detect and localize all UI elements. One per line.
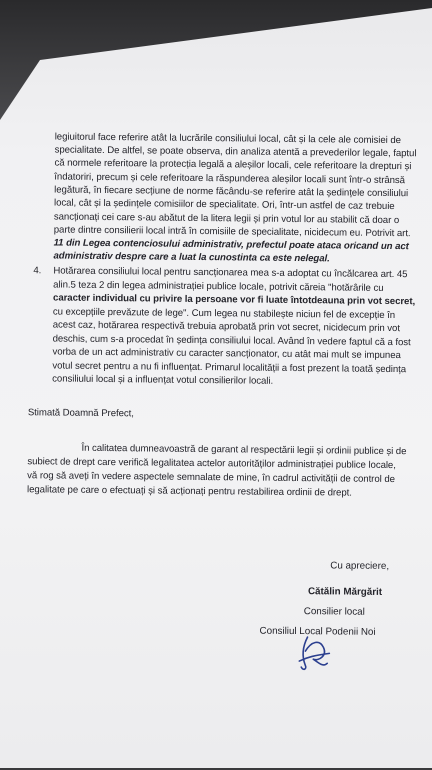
text-line: vă rog să aveți în vedere aspectele semnalate de mine, în cadrul activității de control de [27,470,395,486]
text-line: îndatoriri, precum și cele referitoare la răspunderea aleșilor locali sunt într-o strânsă [54,171,406,187]
handwritten-signature-icon [293,631,333,675]
text-line: specialitate. De altfel, se poate observa, din analiza atentă a prevederilor legale, faptul [54,144,417,160]
text-line: legătură, în fiecare secțiune de norme făcându-se referire atât la ședințele consiliului [54,184,409,200]
text-line-bold: administrativ despre care a luat la cunostinta ca este nelegal. [53,250,330,265]
text-line: vorba de un act administrativ cu caracter sancționator, cu atât mai mult se impunea [52,346,401,362]
text-line: acest caz, hotărarea respectivă trebuia aprobată prin vot secret, nicidecum prin vot [52,319,401,335]
text-line: cu excepțiile prevăzute de lege". Cum legea nu stabilește niciun fel de excepție în [52,306,396,322]
text-line: consiliului local și a influențat votul consilierilor locali. [52,373,274,387]
signer-org: Consiliul Local Podenii Noi [259,625,376,638]
signer-name: Cătălin Mărgărit [307,586,383,598]
text-line: legiuitorul face referire atât la lucrările consiliului local, cât și la cele ale comisiei de [54,131,402,147]
text-line: subiect de drept care verifică legalitatea actelor autorităților administrației publice locale, [27,456,396,472]
text-line: În calitatea dumneavoastră de garant al respectării legii și ordinii publice și de [81,442,407,458]
regards: Cu apreciere, [330,560,390,572]
text-line: local, cât și la ședințele comisiilor de specialitate. Ori, într-un astfel de caz trebuie [53,197,395,213]
text-line: alin.5 teza 2 din legea administrației publice locale, potrivit căreia "hotărârile cu [53,279,384,294]
list-number: 4. [33,265,42,277]
text-line: legalitate pe care o efectuați și să acționați pentru restabilirea ordinii de drept. [26,484,352,499]
text-line-bold: caracter individual cu privire la persoane vor fi luate întotdeauna prin vot secret, [53,292,416,308]
text-line: deschis, cum s-a procedat în ședința consiliului local. Având în vedere faptul că a fost [52,333,411,349]
text-line: votul secret pentru a nu fi influențat. Primarul localității a fost prezent la toată ședința [52,360,407,376]
text-line: sancționați cei care s-au abătut de la litera legii și prin votul lor au stabilit că doar o [53,211,400,227]
text-line-bold: 11 din Legea contenciosului administrativ, prefectul poate ataca oricand un act [53,237,409,253]
text-line: Hotărarea consiliului local pentru sancționarea mea s-a adoptat cu încălcarea art. 45 [53,265,408,281]
text-line: parte dintre consilierii local intră în comisiile de specialitate, nicidecum eu. Potrivit art. [53,224,411,240]
salutation: Stimată Doamnă Prefect, [27,407,134,420]
text-line: că normele referitoare la protecția legală a aleșilor locali, cele referitoare la drepturi și [54,157,412,173]
signer-role: Consilier local [303,606,365,618]
